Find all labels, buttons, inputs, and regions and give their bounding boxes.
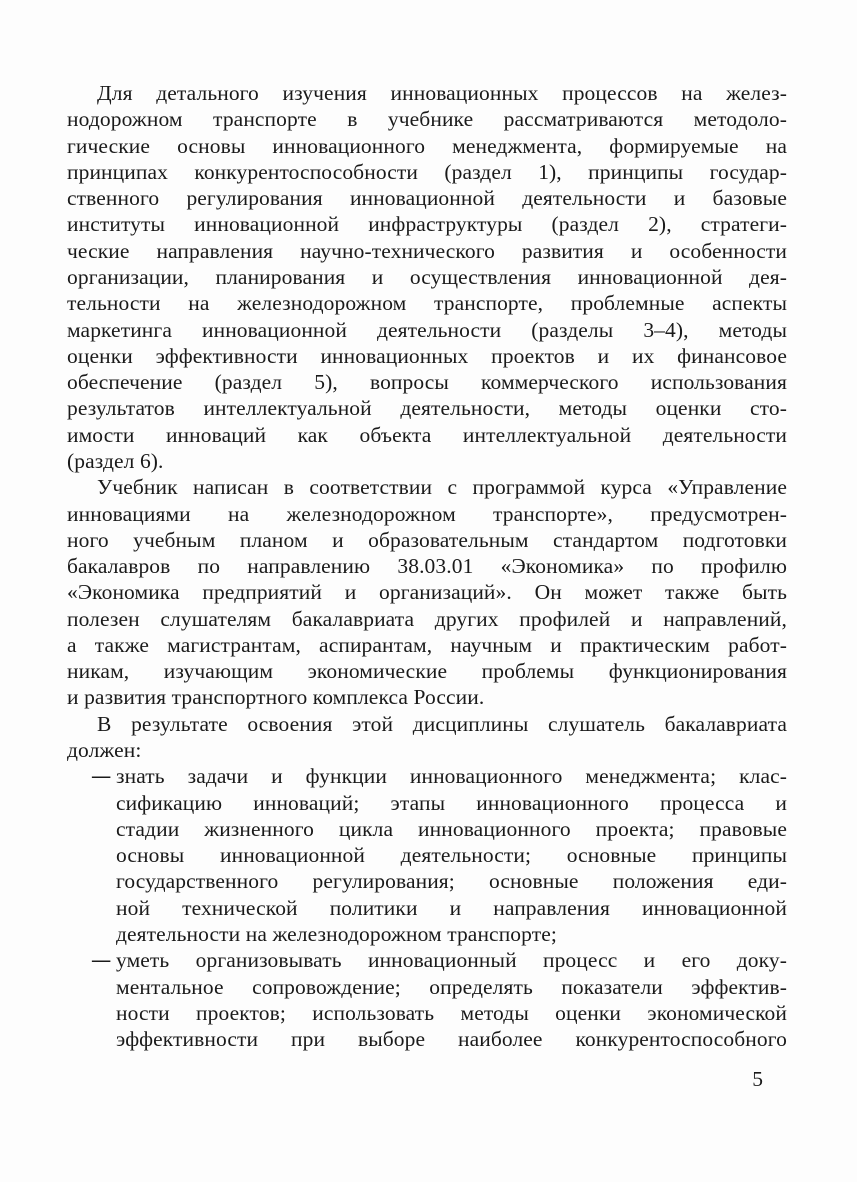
text-line: нодорожном транспорте в учебнике рассматриваются методоло- [67,107,787,132]
paragraph [67,80,787,474]
text-line: ной технической политики и направления инновационной [116,895,787,920]
text-line: В результате освоения этой дисциплины слушатель бакалавриата [97,711,787,736]
paragraph [67,711,787,764]
text-line: уметь организовывать инновационный процесс и его доку- [116,948,787,973]
text-line: институты инновационной инфраструктуры (раздел 2), стратеги- [67,212,787,237]
text-line: «Экономика предприятий и организаций». Он может также быть [67,580,787,605]
text-line: Учебник написан в соответствии с программой курса «Управление [97,475,787,500]
list-item [67,763,787,947]
text-line: должен: [67,738,142,763]
list-dash-marker: — [92,763,111,788]
text-line: и развития транспортного комплекса России. [67,685,485,710]
text-line: никам, изучающим экономические проблемы функционирования [67,659,787,684]
text-block [67,80,787,1052]
text-line: (раздел 6). [67,448,164,473]
text-line: а также магистрантам, аспирантам, научным и практическим работ- [67,632,787,657]
text-line: бакалавров по направлению 38.03.01 «Экономика» по профилю [67,554,787,579]
text-line: результатов интеллектуальной деятельности, методы оценки сто- [67,396,787,421]
text-line: организации, планирования и осуществления инновационной дея- [67,264,787,289]
text-line: ственного регулирования инновационной деятельности и базовые [67,186,787,211]
text-line: ментальное сопровождение; определять показатели эффектив- [116,974,787,999]
page-number: 5 [752,1067,763,1091]
text-line: полезен слушателям бакалавриата других профилей и направлений, [67,606,787,631]
text-line: Для детального изучения инновационных процессов на желез- [97,81,787,105]
text-line: гические основы инновационного менеджмента, формируемые на [67,133,787,158]
text-line: инновациями на железнодорожном транспорте», предусмотрен- [67,501,787,526]
text-line: обеспечение (раздел 5), вопросы коммерческого использования [67,370,787,395]
list-item [67,947,787,1052]
text-line: основы инновационной деятельности; основные принципы [116,843,787,868]
text-line: ческие направления научно-технического развития и особенности [67,238,787,263]
text-line: сификацию инноваций; этапы инновационного процесса и [116,790,787,815]
text-line: имости инноваций как объекта интеллектуальной деятельности [67,422,787,447]
text-line: деятельности на железнодорожном транспорте; [116,922,557,946]
text-line: оценки эффективности инновационных проектов и их финансовое [67,343,787,368]
text-line: маркетинга инновационной деятельности (разделы 3–4), методы [67,317,787,342]
list-dash-marker: — [92,947,111,972]
text-line: государственного регулирования; основные положения еди- [116,869,787,894]
paragraph [67,474,787,711]
text-line: знать задачи и функции инновационного менеджмента; клас- [116,764,787,789]
text-line: ного учебным планом и образовательным стандартом подготовки [67,527,787,552]
text-line: эффективности при выборе наиболее конкурентоспособного [116,1027,787,1052]
text-line: тельности на железнодорожном транспорте, проблемные аспекты [67,291,787,316]
text-line: стадии жизненного цикла инновационного проекта; правовые [116,816,787,841]
text-line: принципах конкурентоспособности (раздел 1), принципы государ- [67,159,787,184]
text-line: ности проектов; использовать методы оценки экономической [116,1000,787,1025]
